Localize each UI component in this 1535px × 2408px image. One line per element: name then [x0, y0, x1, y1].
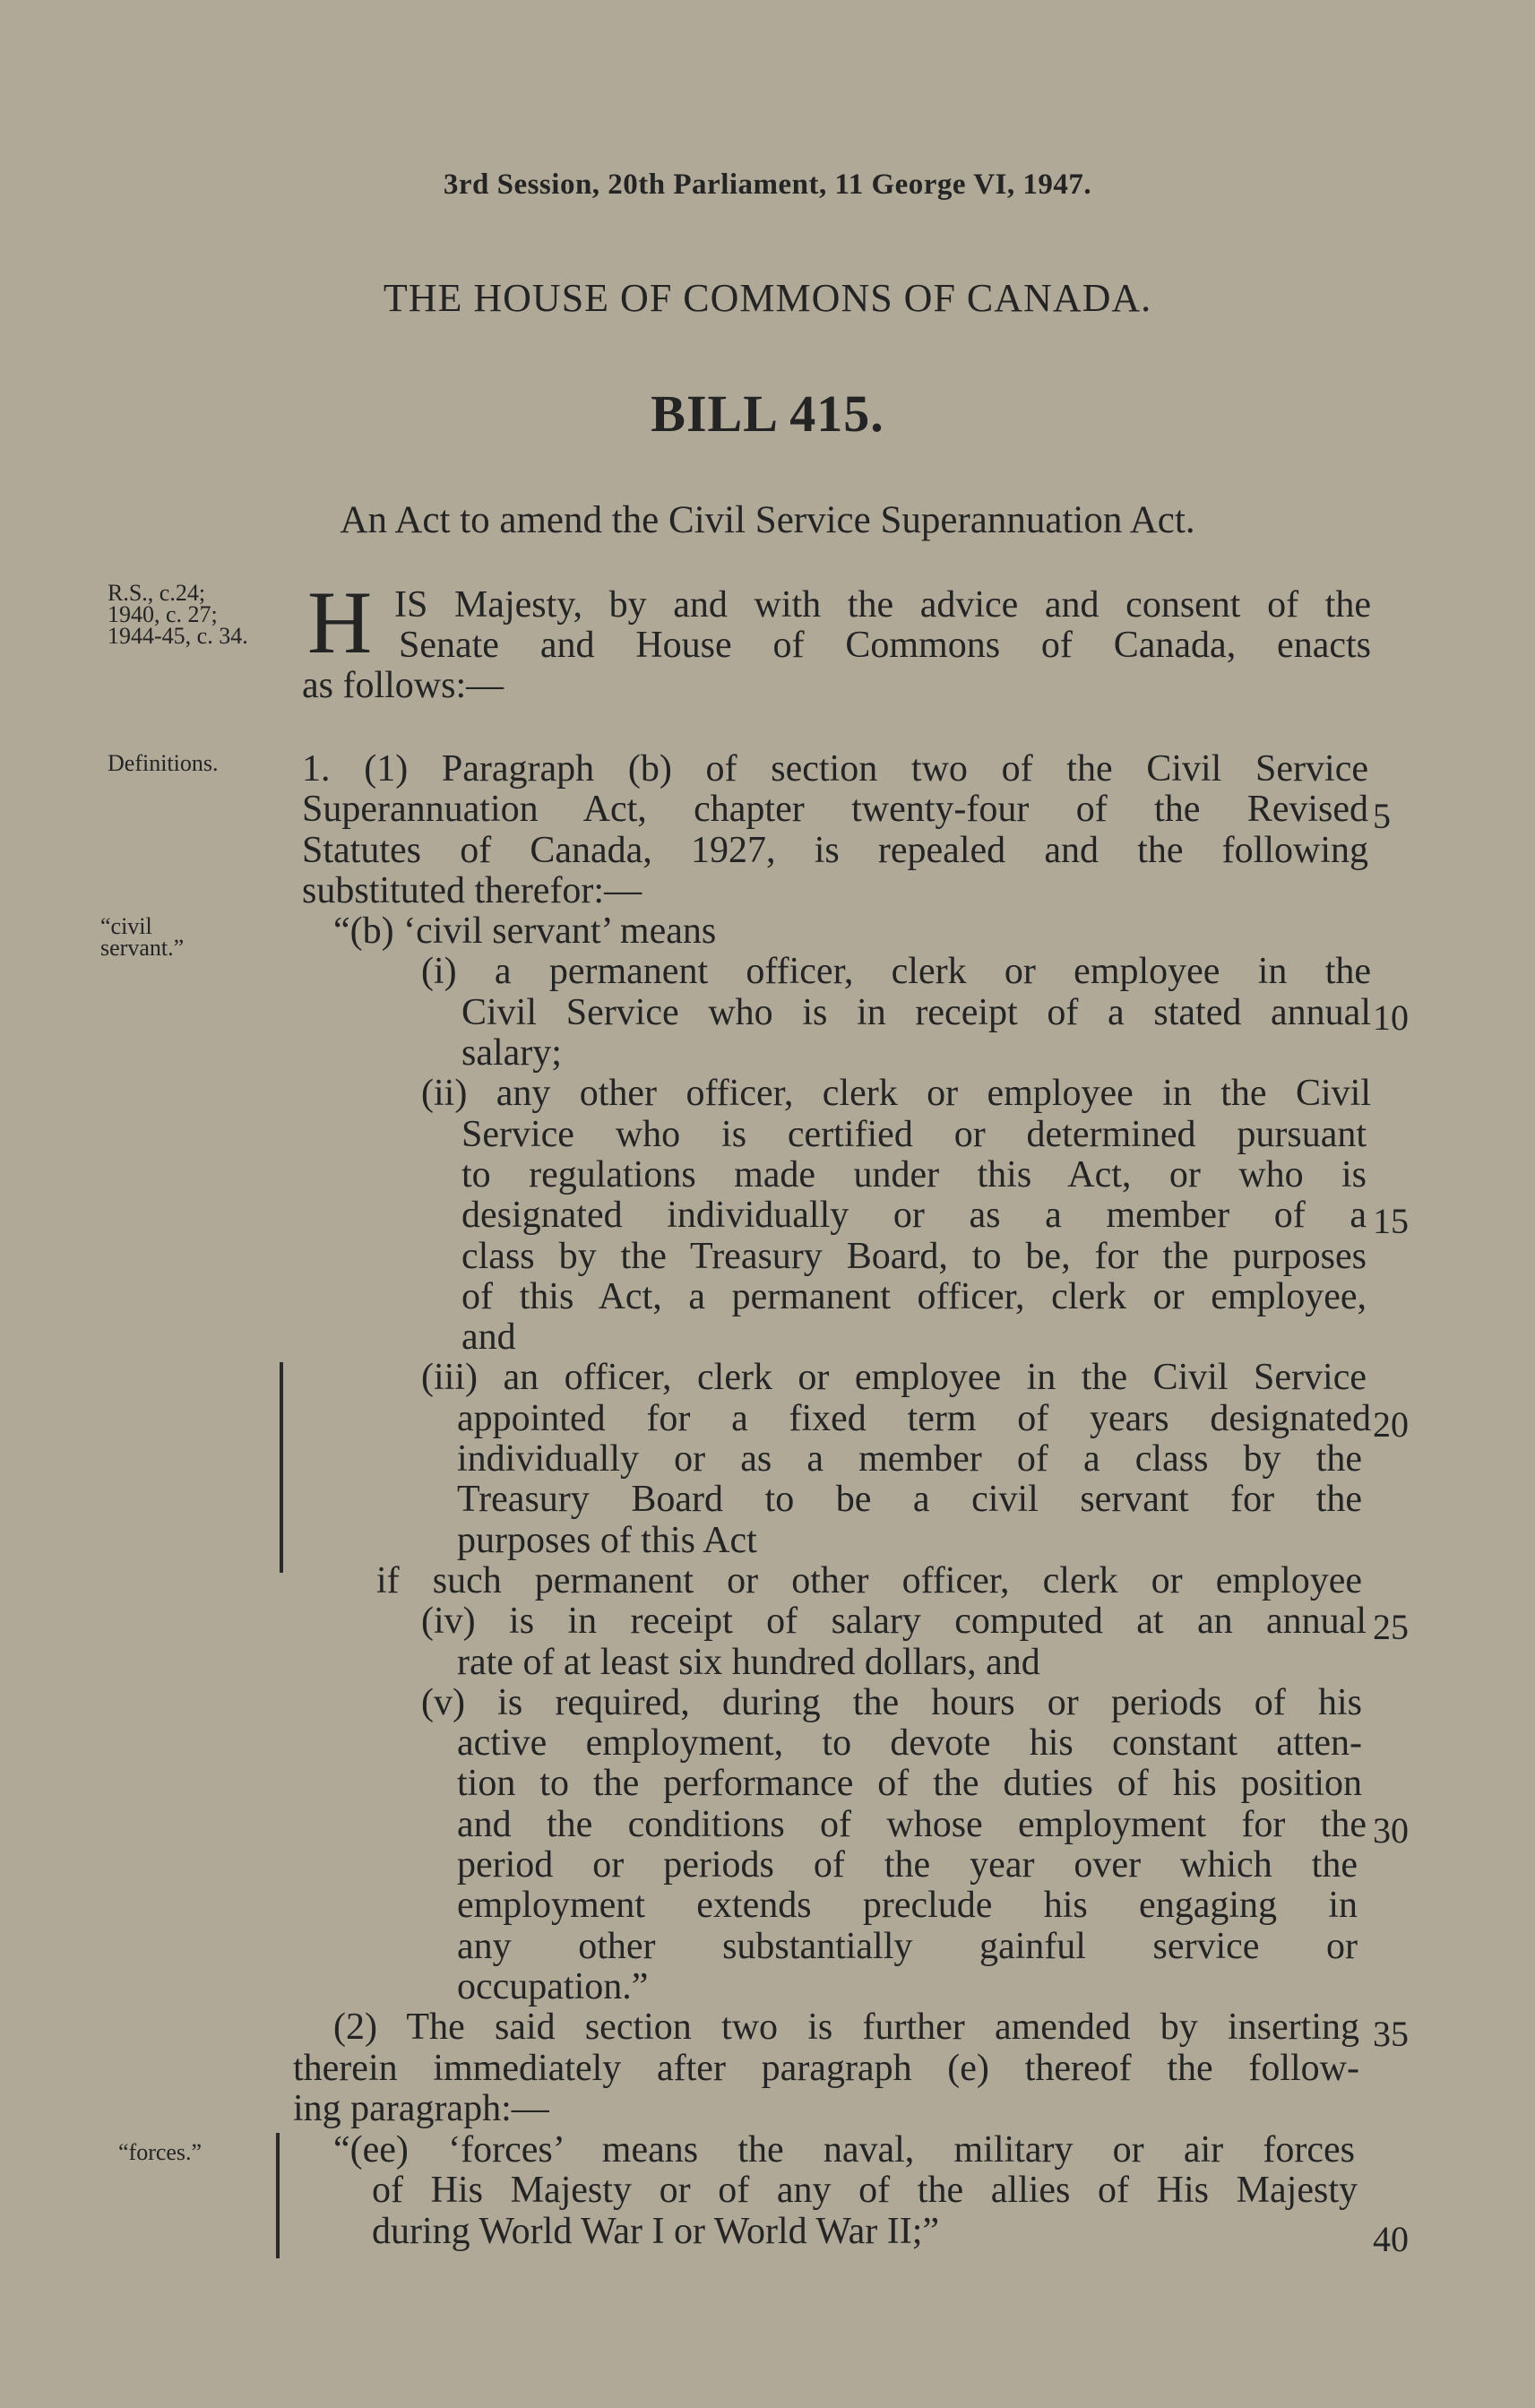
margin-note-civil-servant: “civil servant.”	[100, 913, 185, 961]
line-number: 20	[1373, 1404, 1409, 1445]
bill-line: “(b) ‘civil servant’ means	[333, 911, 717, 952]
enacting-line: Senate and House of Commons of Canada, enacts	[399, 625, 1371, 666]
line-number: 25	[1373, 1607, 1409, 1647]
session-line: 3rd Session, 20th Parliament, 11 George VI, 1947.	[443, 168, 1092, 201]
bill-line: period or periods of the year over which the	[457, 1844, 1358, 1886]
bill-line: Service who is certified or determined pursuant	[461, 1114, 1367, 1155]
bill-line: during World War I or World War II;”	[372, 2211, 940, 2252]
bill-line: any other substantially gainful service or	[457, 1926, 1358, 1967]
bill-line: Superannuation Act, chapter twenty-four of the Revised	[302, 789, 1368, 830]
bill-line: Statutes of Canada, 1927, is repealed and the following	[302, 830, 1368, 871]
bill-line: appointed for a fixed term of years designated	[457, 1398, 1371, 1439]
line-number: 10	[1373, 997, 1409, 1038]
line-number: 35	[1373, 2014, 1409, 2054]
bill-line: salary;	[461, 1032, 562, 1074]
bill-line: active employment, to devote his constant atten-	[457, 1722, 1362, 1764]
bill-line: (ii) any other officer, clerk or employee in the Civil	[421, 1073, 1371, 1114]
bill-line: (2) The said section two is further amended by inserting	[333, 2007, 1359, 2048]
line-number: 30	[1373, 1810, 1409, 1851]
bill-line: of this Act, a permanent officer, clerk or employee,	[461, 1276, 1367, 1317]
bill-line: class by the Treasury Board, to be, for the purposes	[461, 1236, 1367, 1277]
enacting-line: IS Majesty, by and with the advice and consent of the	[394, 584, 1371, 626]
change-bar	[280, 1362, 283, 1573]
act-title: An Act to amend the Civil Service Superannuation Act.	[340, 499, 1195, 541]
bill-line: and	[461, 1316, 516, 1358]
bill-line: purposes of this Act	[457, 1520, 757, 1561]
change-bar	[276, 2133, 280, 2258]
bill-line: of His Majesty or of any of the allies of His Majesty	[372, 2170, 1358, 2211]
bill-line: (i) a permanent officer, clerk or employee in the	[421, 951, 1371, 992]
bill-line: tion to the performance of the duties of his position	[457, 1763, 1362, 1804]
bill-line: “(ee) ‘forces’ means the naval, military or air forces	[333, 2129, 1355, 2171]
bill-line: therein immediately after paragraph (e) thereof the follow-	[293, 2048, 1359, 2089]
line-number: 15	[1373, 1201, 1409, 1241]
bill-line: to regulations made under this Act, or who is	[461, 1154, 1367, 1195]
drop-cap: H	[307, 573, 373, 672]
bill-line: if such permanent or other officer, clerk or employee	[376, 1560, 1362, 1601]
bill-line: occupation.”	[457, 1966, 649, 2007]
bill-line: substituted therefor:—	[302, 870, 642, 911]
bill-number: BILL 415.	[651, 384, 884, 443]
bill-line: (iii) an officer, clerk or employee in the Civil Service	[421, 1357, 1367, 1398]
enacting-line: as follows:—	[302, 665, 504, 706]
line-number: 5	[1373, 796, 1391, 836]
bill-line: individually or as a member of a class by the	[457, 1438, 1362, 1480]
bill-line: employment extends preclude his engaging in	[457, 1885, 1358, 1926]
line-number: 40	[1373, 2219, 1409, 2259]
bill-line: rate of at least six hundred dollars, and	[457, 1642, 1040, 1683]
bill-line: Civil Service who is in receipt of a stated annual	[461, 992, 1371, 1033]
house-title: THE HOUSE OF COMMONS OF CANADA.	[383, 276, 1152, 320]
bill-line: Treasury Board to be a civil servant for the	[457, 1479, 1362, 1520]
margin-note-forces: “forces.”	[118, 2139, 203, 2165]
margin-note-statutes: R.S., c.24; 1940, c. 27; 1944-45, c. 34.	[108, 580, 248, 649]
bill-line: 1. (1) Paragraph (b) of section two of the Civil Service	[302, 748, 1368, 790]
bill-line: (v) is required, during the hours or periods of his	[421, 1682, 1362, 1723]
bill-line: and the conditions of whose employment for the	[457, 1804, 1367, 1845]
bill-line: ing paragraph:—	[293, 2088, 549, 2129]
bill-line: designated individually or as a member of a	[461, 1195, 1367, 1236]
margin-note-definitions: Definitions.	[108, 750, 219, 776]
bill-line: (iv) is in receipt of salary computed at an annual	[421, 1601, 1367, 1642]
